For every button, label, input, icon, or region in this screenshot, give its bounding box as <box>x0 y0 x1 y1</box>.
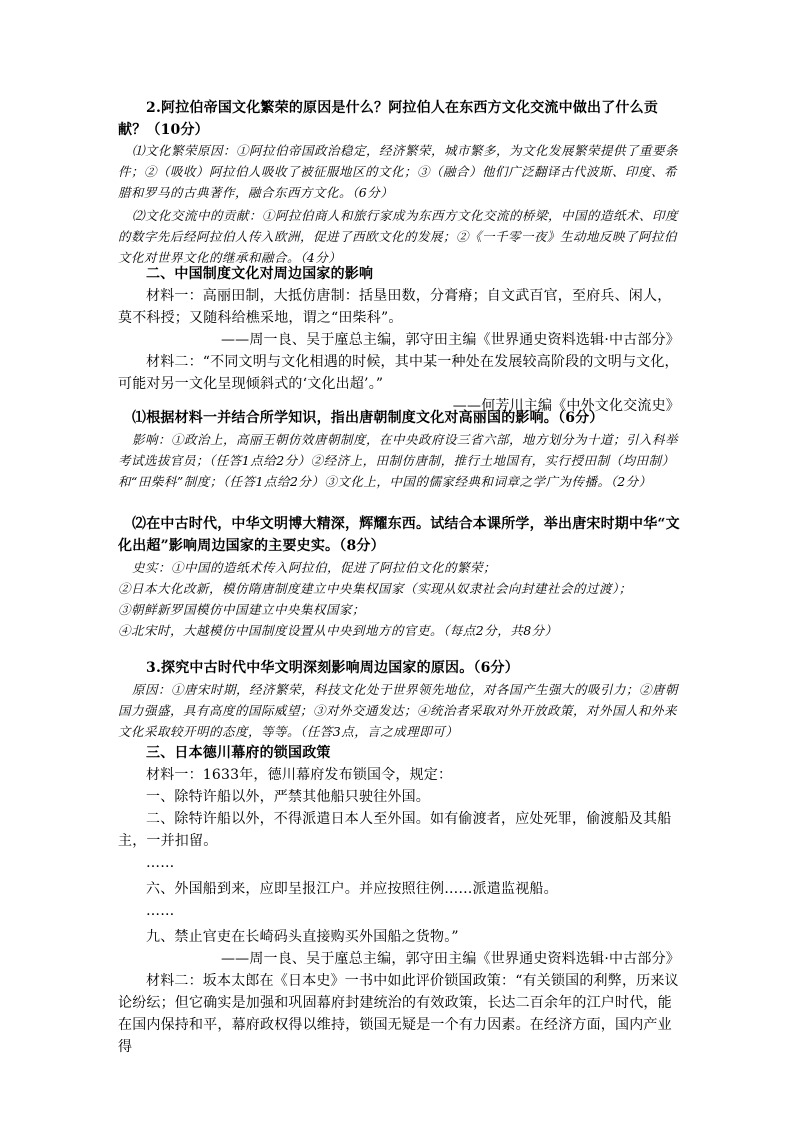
section-2-answer-2-line-2: ②日本大化改新，模仿隋唐制度建立中央集权国家（实现从奴隶社会向封建社会的过渡）； <box>118 581 632 596</box>
section-3-rule-1: 一、除特许船以外，严禁其他船只驶往外国。 <box>146 789 430 805</box>
question-2-block <box>118 97 680 141</box>
question-2-text: 2.阿拉伯帝国文化繁荣的原因是什么？阿拉伯人在东西方文化交流中做出了什么贡献？（10分） <box>118 100 659 138</box>
section-3-heading: 三、日本德川幕府的锁国政策 <box>146 745 331 761</box>
section-3-material-1-source: ——周一良、吴于廑总主编，郭守田主编《世界通史资料选辑·中古部分》 <box>220 951 680 967</box>
section-2-answer-2-line-3: ③朝鲜新罗国模仿中国建立中央集权国家； <box>118 602 366 617</box>
section-2-heading: 二、中国制度文化对周边国家的影响 <box>146 266 374 282</box>
section-3-block <box>118 742 680 1058</box>
section-2-answer-2-line-1: 史实：①中国的造纸术传入阿拉伯，促进了阿拉伯文化的繁荣； <box>132 560 497 575</box>
section-2-question-3: 3.探究中古时代中华文明深刻影响周边国家的原因。（6分） <box>146 660 519 676</box>
section-2-material-2: 材料二：“不同文明与文化相遇的时候，其中某一种处在发展较高阶段的文明与文化，可能对另一文化呈现倾斜式的‘文化出超’。” <box>118 354 679 392</box>
answer-2-part2: ⑵文化交流中的贡献：①阿拉伯商人和旅行家成为东西方文化交流的桥梁，中国的造纸术、印度的数字先后经阿拉伯人传入欧洲，促进了西欧文化的发展；②《一千零一夜》生动地反映了阿拉伯文化对世界文化的继承和融合。（4分） <box>118 208 679 265</box>
section-2-question-1: ⑴根据材料一并结合所学知识，指出唐朝制度文化对高丽国的影响。（6分） <box>132 410 604 426</box>
section-2-answer-1: 影响：①政治上，高丽王朝仿效唐朝制度，在中央政府设三省六部，地方划分为十道；引入科举考试选拔官员；（任答1点给2分）②经济上，田制仿唐制，推行土地国有，实行授田制（均田制）和“田柴科”制度；（任答1点给2分）③文化上，中国的儒家经典和词章之学广为传播。（2分） <box>118 432 679 489</box>
section-2-question-2: ⑵在中古时代，中华文明博大精深，辉耀东西。试结合本课所学，举出唐宋时期中华“文化出超”影响周边国家的主要史实。（8分） <box>118 516 680 554</box>
section-2-material-1: 材料一：高丽田制，大抵仿唐制：括垦田数，分膏瘠；自文武百官，至府兵、闲人，莫不科授；又随科给樵采地，谓之“田柴科”。 <box>118 288 672 326</box>
section-3-rule-6: 六、外国船到来，应即呈报江户。并应按照往例……派遣监视船。 <box>146 881 558 897</box>
section-3-rule-2: 二、除特许船以外，不得派遣日本人至外国。如有偷渡者，应处死罪，偷渡船及其船主，一并扣留。 <box>118 811 672 849</box>
section-2-answer-3: 原因：①唐宋时期，经济繁荣，科技文化处于世界领先地位，对各国产生强大的吸引力；②唐朝国力强盛，具有高度的国际威望；③对外交通发达；④统治者采取对外开放政策，对外国人和外来文化采取较开明的态度，等等。（任答3点，言之成理即可） <box>118 682 679 739</box>
section-3-rule-9: 九、禁止官吏在长崎码头直接购买外国船之货物。” <box>146 929 459 945</box>
section-2-q1-block <box>118 407 680 492</box>
section-2-block <box>118 263 680 417</box>
section-2-q2-block <box>118 513 680 641</box>
section-2-answer-2-line-4: ④北宋时，大越模仿中国制度设置从中央到地方的官吏。（每点2分，共8分） <box>118 623 558 638</box>
section-2-q3-block <box>118 657 680 742</box>
answer-2-part1: ⑴文化繁荣原因：①阿拉伯帝国政治稳定，经济繁荣，城市繁多，为文化发展繁荣提供了重要条件；②（吸收）阿拉伯人吸收了被征服地区的文化；③（融合）他们广泛翻译古代波斯、印度、希腊和罗马的古典著作，融合东西方文化。（6分） <box>118 143 679 200</box>
section-3-ellipsis-2: …… <box>146 903 175 919</box>
section-2-material-2-source: ——何芳川主编《中外文化交流史》 <box>452 398 680 414</box>
section-3-ellipsis-1: …… <box>146 855 175 871</box>
section-3-material-1-intro: 材料一：1633年，德川幕府发布锁国令，规定： <box>146 767 453 783</box>
answer-2-block <box>118 140 680 268</box>
section-3-material-2: 材料二：坂本太郎在《日本史》一书中如此评价锁国政策：“有关锁国的利弊，历来议论纷纭；但它确实是加强和巩固幕府封建统治的有效政策，长达二百余年的江户时代，能在国内保持和平，幕府政权得以维持，锁国无疑是一个有力因素。在经济方面，国内产业得 <box>118 973 679 1055</box>
section-2-material-1-source: ——周一良、吴于廑总主编，郭守田主编《世界通史资料选辑·中古部分》 <box>220 332 680 348</box>
